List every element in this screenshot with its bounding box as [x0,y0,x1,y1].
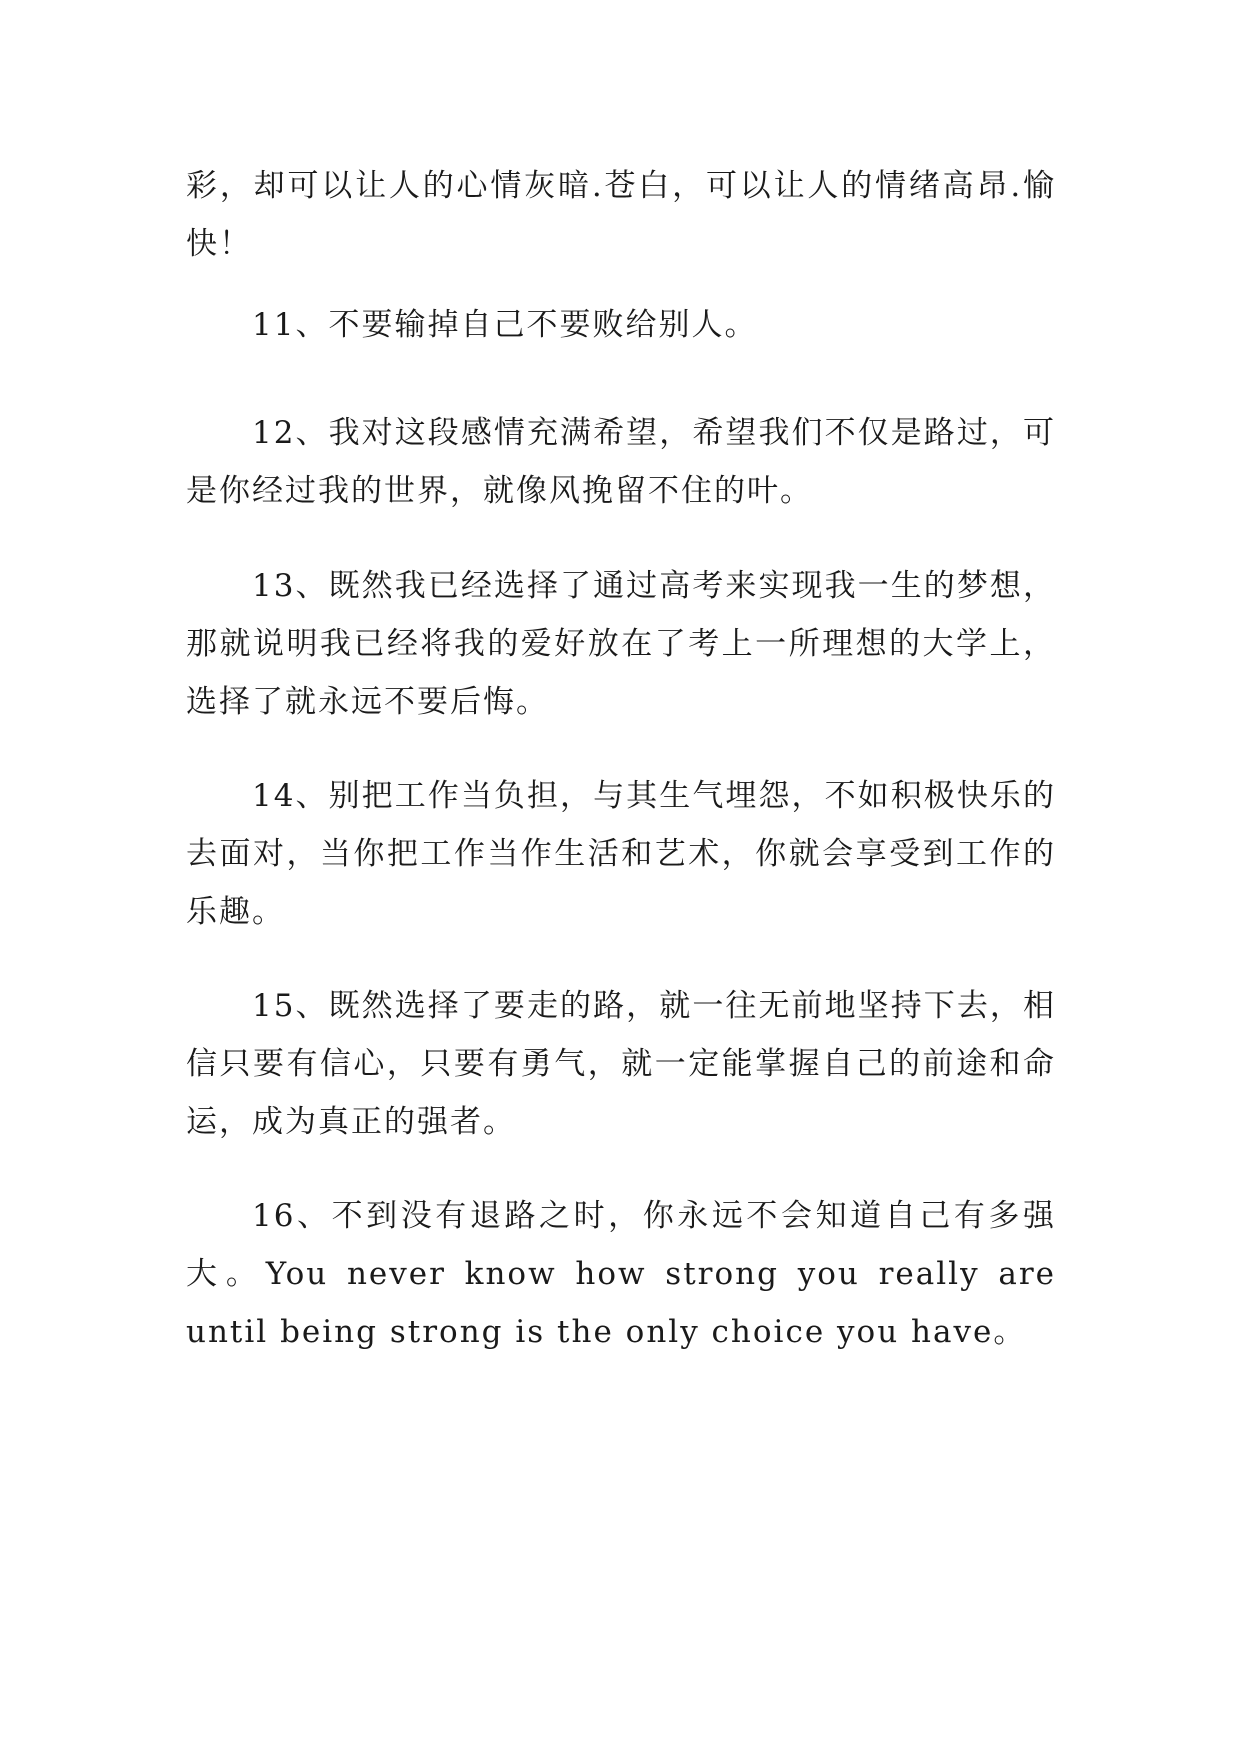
paragraph-13: 13、既然我已经选择了通过高考来实现我一生的梦想，那就说明我已经将我的爱好放在了考上一所理想的大学上，选择了就永远不要后悔。 [186,568,1056,720]
paragraph-14: 14、别把工作当负担，与其生气埋怨，不如积极快乐的去面对，当你把工作当作生活和艺术，你就会享受到工作的乐趣。 [186,778,1056,930]
paragraph-15: 15、既然选择了要走的路，就一往无前地坚持下去，相信只要有信心，只要有勇气，就一定能掌握自己的前途和命运，成为真正的强者。 [186,988,1056,1140]
paragraph-10-continuation: 彩，却可以让人的心情灰暗.苍白，可以让人的情绪高昂.愉快！ [186,168,1056,262]
paragraph-12: 12、我对这段感情充满希望，希望我们不仅是路过，可是你经过我的世界，就像风挽留不住的叶。 [186,415,1056,509]
paragraph-11: 11、不要输掉自己不要败给别人。 [252,307,758,343]
paragraph-16: 16、不到没有退路之时，你永远不会知道自己有多强大。You never know how strong you really are until being strong is the only choice you have。 [186,1198,1056,1350]
